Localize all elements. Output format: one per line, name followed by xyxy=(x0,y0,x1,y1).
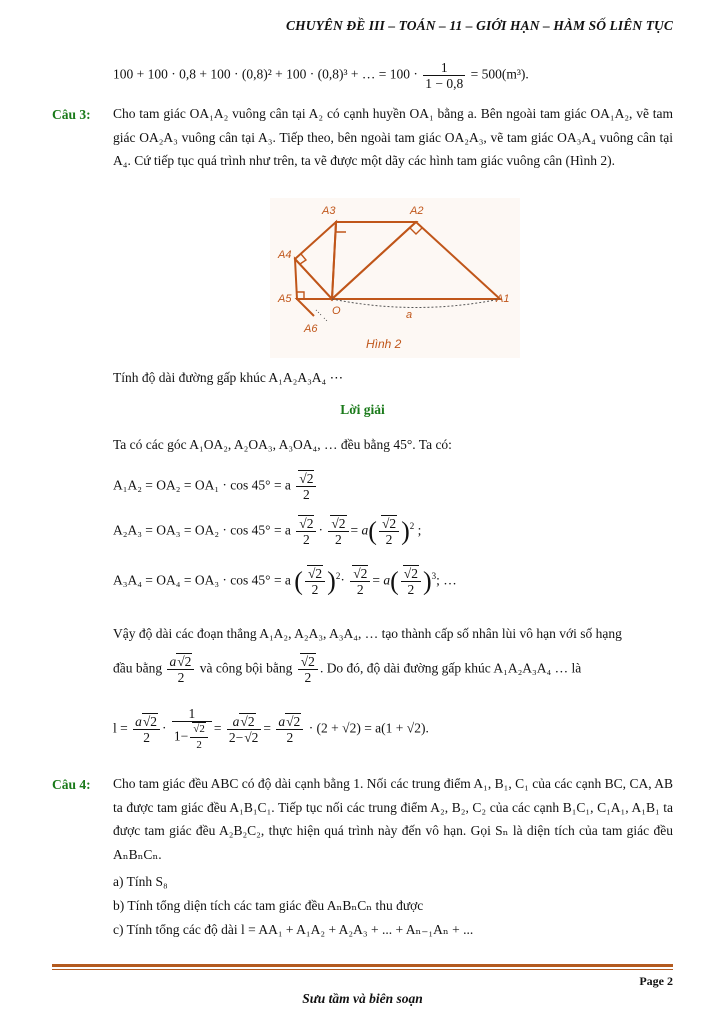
denominator: 2 xyxy=(335,532,342,547)
equation-1-fraction xyxy=(296,471,316,502)
solution-intro: Ta có các góc A₁OA₂, A₂OA₃, A₃OA₄, … đều bằng 45°. Ta có: xyxy=(113,437,452,452)
equation-1 xyxy=(113,471,318,502)
question-4-part-c: c) Tính tổng các độ dài l = AA₁ + A₁A₂ + A₂A₃ + ... + Aₙ₋₁Aₙ + ... xyxy=(113,922,474,937)
equation-1-text: A₁A₂ = OA₂ = OA₁ · cos 45° = a xyxy=(113,477,291,493)
first-term-fraction: $\frac{a√2}{2}$ xyxy=(167,654,194,685)
label-a3: A3 xyxy=(322,205,336,217)
label-a2: A2 xyxy=(410,205,424,217)
root: √2 xyxy=(240,714,255,729)
denominator: 2 xyxy=(311,582,319,597)
top-formula-left: 100 + 100 · 0,8 + 100 · (0,8)² + 100 · (0,8)³ + … = 100 · xyxy=(113,66,418,82)
question-4-part-a: a) Tính S₈ xyxy=(113,874,168,889)
equation-3-fraction-b xyxy=(350,566,370,597)
label-a6: A6 xyxy=(304,323,318,335)
equation-2: A₂A₃ = OA₃ = OA₂ · cos 45° = a $\frac{√2}{2}$ · $\frac{√2}{2}$ = a( $\frac{√2}{2}$ )$^2$ ; xyxy=(113,516,422,547)
conclusion-line-1: Vậy độ dài các đoạn thẳng A₁A₂, A₂A₃, A₃A₄, … tạo thành cấp số nhân lùi vô hạn với số hạng xyxy=(113,626,622,641)
top-formula-fraction xyxy=(423,60,465,91)
equation-2-fraction-a xyxy=(296,516,316,547)
root: √2 xyxy=(244,730,259,745)
label-a4: A4 xyxy=(278,249,292,261)
final-frac-1: $\frac{a√2}{2}$ xyxy=(133,714,160,745)
final-equation: l = $\frac{a√2}{2}$ · 1 1− $\frac{√2}{2}$ = $\frac{a√2}{2-√2}$ = $\frac{a√2}{2}$ · (2 + √2) = a(1 + √2). xyxy=(113,706,429,751)
root: √2 xyxy=(286,714,301,729)
root: √2 xyxy=(403,566,418,581)
figure-hinh-2 xyxy=(270,198,520,358)
question-4-label: Câu 4: xyxy=(52,777,91,792)
denominator: 2 xyxy=(303,487,310,502)
root: √2 xyxy=(193,723,205,735)
root: √2 xyxy=(307,566,323,581)
figure-caption: Hình 2 xyxy=(366,337,402,351)
denominator: 2 xyxy=(177,670,185,685)
denominator: 2 xyxy=(304,670,312,685)
question-4-part-b: b) Tính tổng diện tích các tam giác đều AₙBₙCₙ thu được xyxy=(113,898,424,913)
solution-title: Lời giải xyxy=(340,402,385,417)
page-header: CHUYÊN ĐỀ III – TOÁN – 11 – GIỚI HẠN – HÀM SỐ LIÊN TỤC xyxy=(286,18,673,33)
ratio-fraction xyxy=(298,654,318,685)
equation-3-text: A₃A₄ = OA₄ = OA₃ · cos 45° = a xyxy=(113,572,291,588)
denominator: 2 xyxy=(143,730,150,745)
denominator: 2 xyxy=(286,730,294,745)
top-formula-right: = 500(m³). xyxy=(470,66,529,82)
question-4-text: Cho tam giác đều ABC có độ dài cạnh bằng 1. Nối các trung điểm A₁, B₁, C₁ của các cạnh BC, CA, AB ta được tam giác đều A₁B₁C₁. Tiếp tục nối các trung điểm A₂, B₂, C₂ của các cạnh B₁C₁, C₁A₁, A₁B₁ ta được tam giác đều A₂B₂C₂, thực hiện quá trình này đến vô hạn. Gọi Sₙ là diện tích của tam giác đều AₙBₙCₙ. xyxy=(113,776,673,862)
equation-3-fraction-a xyxy=(305,566,325,597)
final-l: l = xyxy=(113,720,128,736)
root: √2 xyxy=(381,516,397,531)
conclusion-part-c: . Do đó, độ dài đường gấp khúc A₁A₂A₃A₄ … là xyxy=(319,660,582,676)
conclusion-line-2 xyxy=(113,654,581,685)
label-o: O xyxy=(332,305,341,317)
equation-2-fraction-b xyxy=(328,516,348,547)
frac-num: 1 xyxy=(423,60,465,76)
equation-3-tail: ; … xyxy=(436,572,457,588)
question-3-text: Cho tam giác OA₁A₂ vuông cân tại A₂ có cạnh huyền OA₁ bằng a. Bên ngoài tam giác OA₁A₂, vẽ tam giác OA₂A₃ vuông cân tại A₃. Tiếp theo, bên ngoài tam giác OA₂A₃, vẽ tam giác OA₃A₄ vuông cân tại A₄. Cứ tiếp tục quá trình như trên, ta vẽ được một dãy các hình tam giác vuông cân (Hình 2). xyxy=(113,106,673,168)
top-formula xyxy=(113,60,529,91)
equation-3-fraction-c xyxy=(401,566,421,597)
root: √2 xyxy=(353,566,368,581)
root: √2 xyxy=(299,471,314,486)
page-number: Page 2 xyxy=(639,974,673,988)
question-3-ask: Tính độ dài đường gấp khúc A₁A₂A₃A₄ ⋯ xyxy=(113,370,344,385)
final-frac-2: 1 1− $\frac{√2}{2}$ xyxy=(172,706,212,753)
denominator: 2 xyxy=(196,739,202,751)
root: √2 xyxy=(177,654,192,669)
conclusion-part-b: và công bội bằng xyxy=(199,660,293,676)
final-tail: · (2 + √2) = a(1 + √2). xyxy=(308,720,429,736)
footer-rule-thin xyxy=(52,969,673,970)
equation-3: A₃A₄ = OA₄ = OA₃ · cos 45° = a ( $\frac{√2}{2}$ )$^2$· $\frac{√2}{2}$ = a( $\frac{√2}{2}$ )$^3$; … xyxy=(113,566,457,597)
root: √2 xyxy=(299,516,314,531)
footer-credit: Sưu tầm và biên soạn xyxy=(302,991,423,1006)
conclusion-part-a: đầu bằng xyxy=(113,660,163,676)
footer-rule-thick xyxy=(52,964,673,967)
label-a5: A5 xyxy=(278,293,292,305)
question-3-label: Câu 3: xyxy=(52,107,91,122)
root: √2 xyxy=(142,714,158,729)
root: √2 xyxy=(331,516,346,531)
label-a1: A1 xyxy=(496,293,510,305)
label-a: a xyxy=(406,309,413,321)
final-frac-4: $\frac{a√2}{2}$ xyxy=(276,714,303,745)
equation-2-fraction-c xyxy=(379,516,399,547)
equation-2-text: A₂A₃ = OA₃ = OA₂ · cos 45° = a xyxy=(113,522,291,538)
denominator: 2 xyxy=(407,582,415,597)
final-frac-3: $\frac{a√2}{2-√2}$ xyxy=(227,714,262,745)
root: √2 xyxy=(300,654,315,669)
denominator: 2 xyxy=(356,582,364,597)
frac-den: 1 − 0,8 xyxy=(425,76,464,91)
denominator: 2 xyxy=(385,532,393,547)
denominator: 2 xyxy=(303,532,310,547)
